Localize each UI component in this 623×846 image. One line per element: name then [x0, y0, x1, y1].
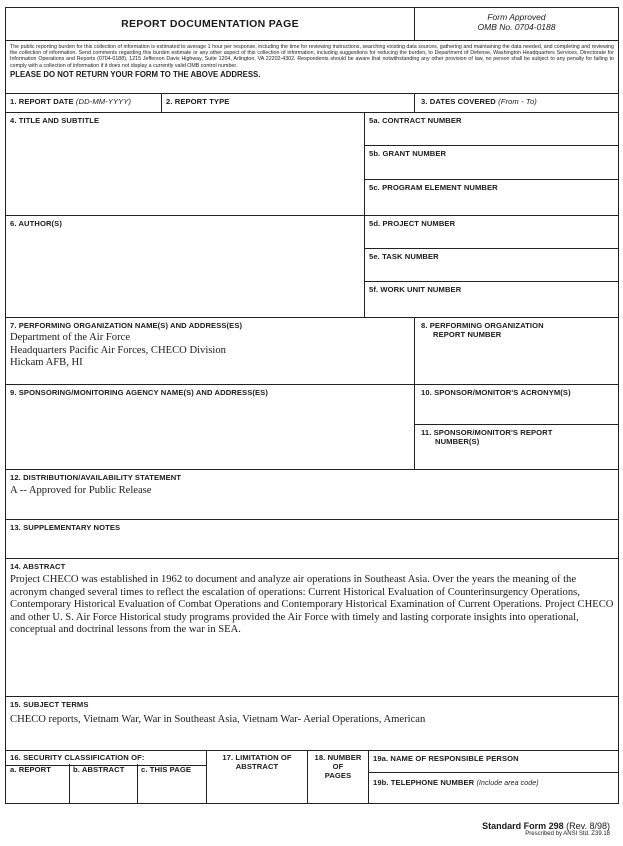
authors-field[interactable]: 6. AUTHOR(S)	[10, 219, 62, 228]
task-number-field[interactable]: 5e. TASK NUMBER	[365, 249, 618, 282]
burden-statement	[6, 41, 618, 94]
grant-number-field[interactable]: 5b. GRANT NUMBER	[365, 146, 618, 180]
row-supplementary	[6, 520, 618, 559]
abstract-text: Project CHECO was established in 1962 to document and analyze air operations in Southeast Asia. Over the years the meaning of the acronym changed several times to reflect the escalation of operations: Current Historical Evaluation of Counterinsurgency Operations, Contemporary Historical Evaluation of Combat Operations and Contemporary Historical Examination of Current Operations. Project CHECO and other U. S. Air Force Historical study programs provided the Air Force with timely and lasting corporate insights into operational, conceptual and doctrinal lessons from the war in SEA.	[10, 574, 614, 635]
omb-number: OMB No. 0704-0188	[477, 22, 556, 32]
project-number-field[interactable]: 5d. PROJECT NUMBER	[365, 216, 618, 249]
number-of-pages-field[interactable]: 18. NUMBER OF PAGES	[307, 751, 368, 803]
performing-org-field[interactable]: 7. PERFORMING ORGANIZATION NAME(S) AND ADDRESS(ES) Department of the Air Force Headquarters Pacific Air Forces, CHECO Division Hickam AFB, HI	[6, 318, 414, 373]
program-element-field[interactable]: 5c. PROGRAM ELEMENT NUMBER	[369, 183, 498, 192]
row-subject-terms	[6, 697, 618, 751]
security-classification-block	[6, 751, 206, 803]
sponsor-acronym-field[interactable]: 10. SPONSOR/MONITOR'S ACRONYM(S)	[415, 385, 618, 425]
row-author	[6, 216, 618, 318]
subject-terms-value: CHECO reports, Vietnam War, War in Southeast Asia, Vietnam War- Aerial Operations, American	[10, 714, 426, 725]
contract-number-field[interactable]: 5a. CONTRACT NUMBER	[365, 113, 618, 146]
supplementary-notes-field[interactable]: 13. SUPPLEMENTARY NOTES	[10, 523, 121, 532]
title-subtitle-field[interactable]: 4. TITLE AND SUBTITLE	[10, 116, 100, 125]
sponsoring-agency-field[interactable]: 9. SPONSORING/MONITORING AGENCY NAME(S) AND ADDRESS(ES)	[10, 388, 268, 397]
form-header	[6, 8, 618, 41]
return-warning: PLEASE DO NOT RETURN YOUR FORM TO THE ABOVE ADDRESS.	[10, 69, 261, 79]
page-title: REPORT DOCUMENTATION PAGE	[121, 18, 299, 30]
row-abstract	[6, 559, 618, 697]
form-approved-label: Form Approved	[487, 12, 546, 22]
classification-this-page-field[interactable]: c. THIS PAGE	[137, 764, 213, 803]
form-footer	[482, 821, 610, 837]
classification-abstract-field[interactable]: b. ABSTRACT	[69, 764, 143, 803]
distribution-value: A -- Approved for Public Release	[10, 485, 152, 496]
burden-text: The public reporting burden for this collection of information is estimated to average 1 hour per response, including the time for reviewing instructions, searching existing data sources, gathering and maintaining the data needed, and completing and reviewing the collection of information. Send comments regarding this burden estimate or any other aspect of this collection of information, including suggestions for reducing the burden, to Department of Defense, Washington Headquarters Services, Directorate for Information Operations and Reports (0704-0188), 1215 Jefferson Davis Highway, Suite 1204, Arlington, VA 22202-4302. Respondents should be aware that notwithstanding any other provision of law, no person shall be subject to any penalty for failing to comply with a collection of information if it does not display a currently valid OMB control number.	[10, 44, 614, 69]
performing-org-line-3: Hickam AFB, HI	[10, 357, 83, 368]
standard-form-label: Standard Form 298 (Rev. 8/98)	[482, 821, 610, 831]
row-performing-org	[6, 318, 618, 385]
security-classification-label: 16. SECURITY CLASSIFICATION OF:	[6, 751, 206, 766]
report-type-field[interactable]: 2. REPORT TYPE	[161, 94, 420, 112]
dates-covered-field[interactable]: 3. DATES COVERED (From - To)	[414, 94, 618, 112]
abstract-field[interactable]: 14. ABSTRACT Project CHECO was established in 1962 to document and analyze air operations in Southeast Asia. Over the years the meaning of the acronym changed several times to reflect the escalation of operations: Current Historical Evaluation of Counterinsurgency Operations, Contemporary Historical Evaluation of Combat Operations and Contemporary Historical Examination of Current Operations. Project CHECO and other U. S. Air Force Historical study programs provided the Air Force with timely and lasting corporate insights into operational, conceptual and doctrinal lessons from the war in SEA.	[10, 562, 614, 635]
row-dates	[6, 94, 618, 113]
report-date-field[interactable]: 1. REPORT DATE (DD-MM-YYYY)	[10, 97, 132, 106]
prescribed-by: Prescribed by ANSI Std. Z39.18	[525, 831, 610, 837]
limitation-of-abstract-field[interactable]: 17. LIMITATION OF ABSTRACT	[206, 751, 307, 803]
work-unit-number-field[interactable]: 5f. WORK UNIT NUMBER	[369, 285, 462, 294]
subject-terms-field[interactable]: 15. SUBJECT TERMS CHECO reports, Vietnam War, War in Southeast Asia, Vietnam War- Aerial Operations, American	[6, 697, 618, 730]
distribution-field[interactable]: 12. DISTRIBUTION/AVAILABILITY STATEMENT A -- Approved for Public Release	[6, 470, 618, 501]
row-distribution	[6, 470, 618, 520]
performing-org-report-number-field[interactable]: 8. PERFORMING ORGANIZATION REPORT NUMBER	[414, 318, 618, 384]
classification-report-field[interactable]: a. REPORT	[10, 765, 51, 774]
sf298-form	[5, 7, 619, 804]
row-sponsoring-agency	[6, 385, 618, 470]
performing-org-line-2: Headquarters Pacific Air Forces, CHECO Division	[10, 344, 226, 356]
telephone-number-field[interactable]: 19b. TELEPHONE NUMBER (Include area code)	[373, 778, 539, 787]
row-title	[6, 113, 618, 216]
responsible-person-field[interactable]: 19a. NAME OF RESPONSIBLE PERSON	[369, 751, 618, 773]
row-classification	[6, 751, 618, 803]
sponsor-report-number-field[interactable]: 11. SPONSOR/MONITOR'S REPORT NUMBER(S)	[421, 428, 553, 446]
performing-org-line-1: Department of the Air Force	[10, 332, 131, 343]
